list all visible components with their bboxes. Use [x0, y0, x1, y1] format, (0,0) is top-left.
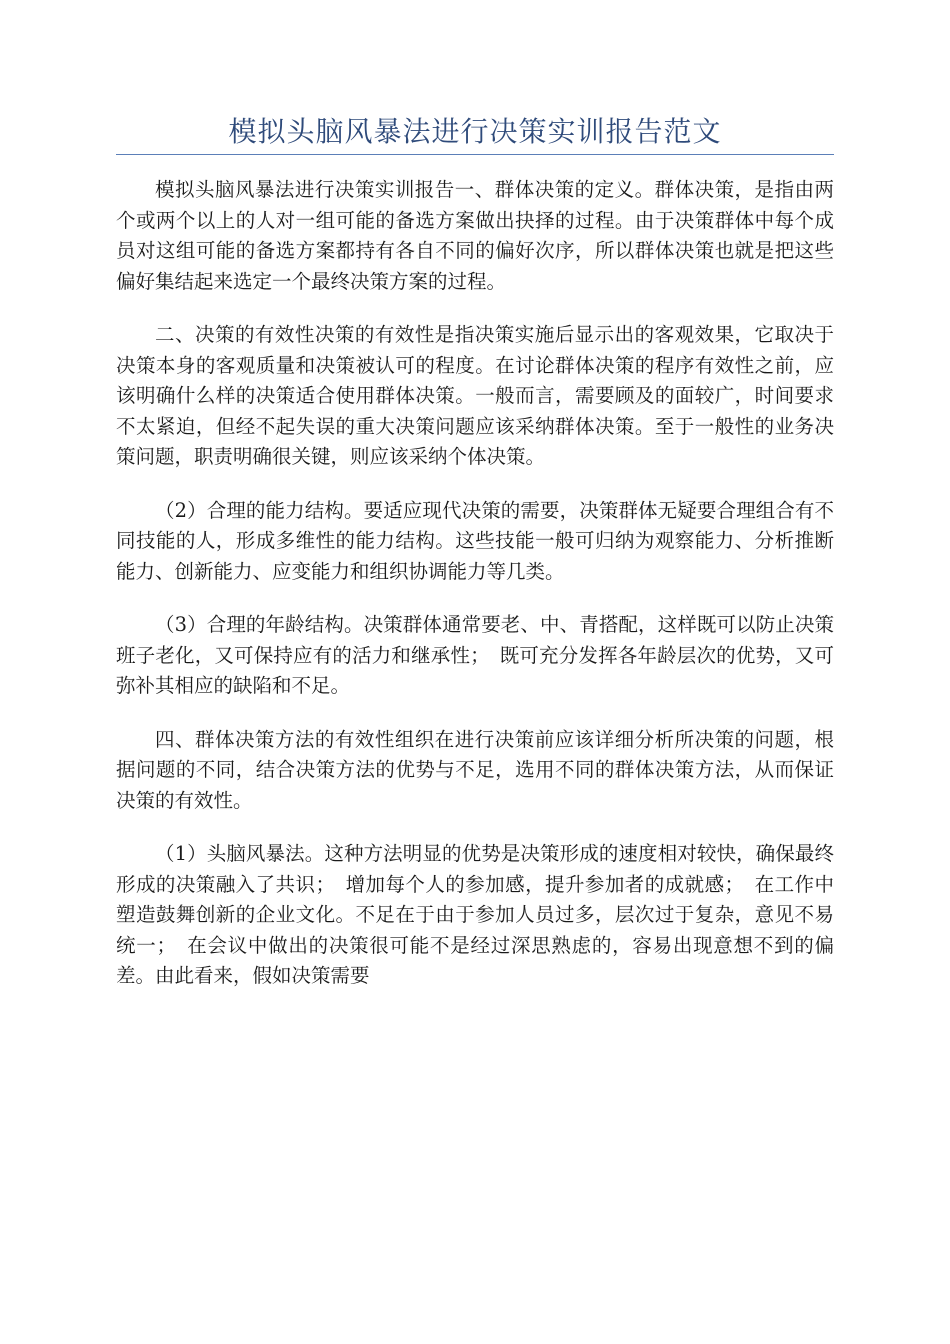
title-underline — [116, 154, 834, 155]
paragraph-ability-structure: （2）合理的能力结构。要适应现代决策的需要，决策群体无疑要合理组合有不同技能的人，形成多维性的能力结构。这些技能一般可归纳为观察能力、分析推断能力、创新能力、应变能力和组织协调能力等几类。 — [116, 498, 834, 583]
paragraph-age-structure: （3）合理的年龄结构。决策群体通常要老、中、青搭配，这样既可以防止决策班子老化，又可保持应有的活力和继承性； 既可充分发挥各年龄层次的优势，又可弥补其相应的缺陷和不足。 — [116, 613, 834, 697]
document-title: 模拟头脑风暴法进行决策实训报告范文 — [228, 115, 722, 148]
paragraph-effectiveness: 二、决策的有效性决策的有效性是指决策实施后显示出的客观效果，它取决于决策本身的客观质量和决策被认可的程度。在讨论群体决策的程序有效性之前，应该明确什么样的决策适合使用群体决策。一般而言，需要顾及的面较广，时间要求不太紧迫，但经不起失误的重大决策问题应该采纳群体决策。至于一般性的业务决策问题，职责明确很关键，则应该采纳个体决策。 — [116, 323, 834, 468]
document-body — [116, 175, 834, 1015]
paragraph-brainstorming: （1）头脑风暴法。这种方法明显的优势是决策形成的速度相对较快，确保最终形成的决策融入了共识； 增加每个人的参加感，提升参加者的成就感； 在工作中塑造鼓舞创新的企业文化。不足在于由于参加人员过多，层次过于复杂，意见不易统一； 在会议中做出的决策很可能不是经过深思熟虑的，容易出现意想不到的偏差。由此看来，假如决策需要 — [116, 842, 834, 987]
paragraph-method-effectiveness: 四、群体决策方法的有效性组织在进行决策前应该详细分析所决策的问题，根据问题的不同，结合决策方法的优势与不足，选用不同的群体决策方法，从而保证决策的有效性。 — [116, 727, 834, 812]
paragraph-definition: 模拟头脑风暴法进行决策实训报告一、群体决策的定义。群体决策，是指由两个或两个以上的人对一组可能的备选方案做出抉择的过程。由于决策群体中每个成员对这组可能的备选方案都持有各自不同的偏好次序，所以群体决策也就是把这些偏好集结起来选定一个最终决策方案的过程。 — [116, 178, 834, 293]
